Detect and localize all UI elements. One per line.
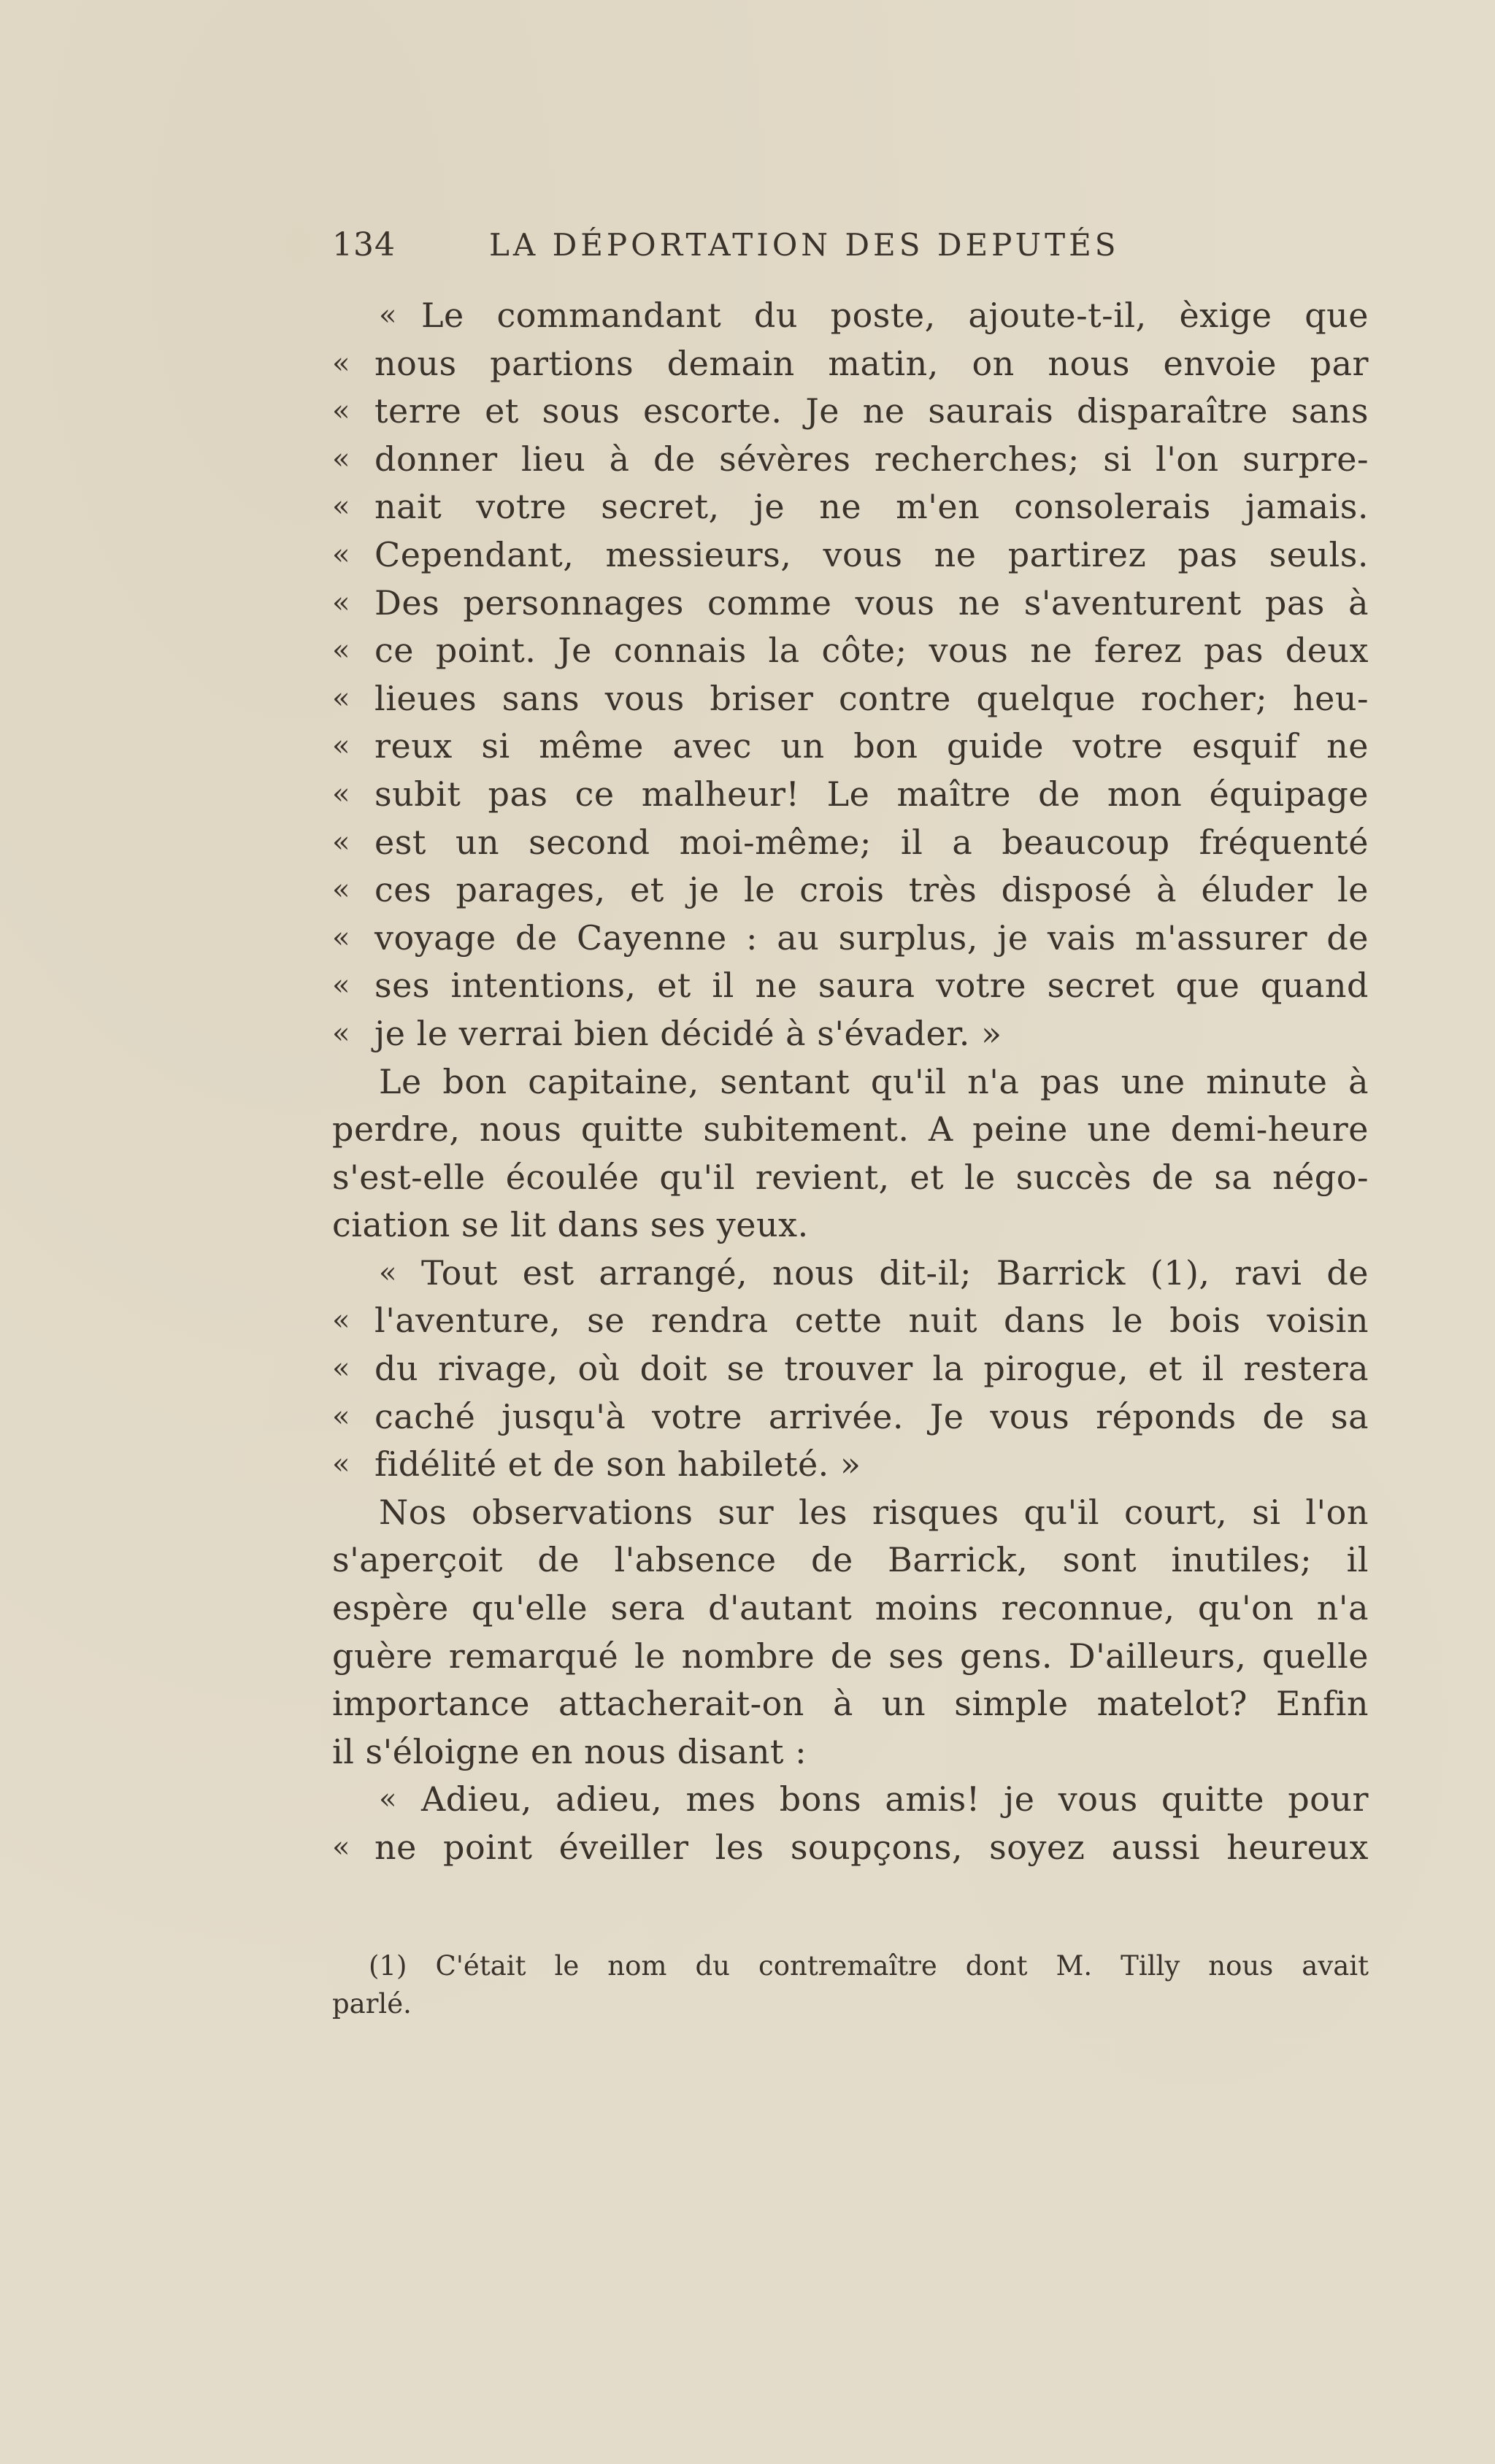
guillemet-mark: « (332, 825, 350, 859)
text-line (332, 531, 1369, 580)
guillemet-mark: « (332, 1304, 350, 1338)
line-text: du rivage, où doit se trouver la pirogue, et il restera (374, 1349, 1369, 1389)
line-text: il s'éloigne en nous disant : (332, 1731, 807, 1771)
text-line (332, 580, 1369, 628)
guillemet-mark: « (332, 585, 350, 620)
line-text: Le commandant du poste, ajoute-t-il, èxige que (421, 296, 1369, 335)
line-text: Des personnages comme vous ne s'aventurent pas à (374, 582, 1369, 623)
line-text: voyage de Cayenne : au surplus, je vais m'assurer de (374, 917, 1369, 958)
line-text: donner lieu à de sévères recherches; si l'on surpre- (374, 439, 1369, 479)
guillemet-mark: « (332, 394, 350, 428)
guillemet-mark: « (332, 537, 350, 571)
guillemet-mark: « (332, 1016, 350, 1050)
line-text: s'aperçoit de l'absence de Barrick, sont inutiles; il (332, 1540, 1369, 1580)
line-text: reux si même avec un bon guide votre esquif ne (374, 726, 1369, 766)
line-text: fidélité et de son habileté. » (374, 1444, 861, 1485)
guillemet-mark: « (332, 442, 350, 476)
guillemet-mark: « (332, 1447, 350, 1482)
line-text: nait votre secret, je ne m'en consolerais jamais. (374, 487, 1369, 527)
line-text: caché jusqu'à votre arrivée. Je vous réponds de sa (374, 1396, 1369, 1436)
text-line (332, 1776, 1369, 1824)
line-text: importance attacherait-on à un simple matelot? Enfin (332, 1684, 1369, 1724)
guillemet-mark: « (332, 1352, 350, 1386)
line-text: je le verrai bien décidé à s'évader. » (374, 1013, 1002, 1053)
text-line (332, 1345, 1369, 1393)
line-text: terre et sous escorte. Je ne saurais disparaître sans (374, 391, 1369, 431)
guillemet-mark: « (332, 777, 350, 811)
text-line (332, 1297, 1369, 1345)
running-head (332, 226, 1369, 285)
guillemet-mark: « (332, 681, 350, 715)
line-text: subit pas ce malheur! Le maître de mon équipage (374, 774, 1369, 814)
text-line (332, 1058, 1369, 1106)
guillemet-mark: « (332, 1830, 350, 1864)
text-line (332, 436, 1369, 484)
text-line (332, 483, 1369, 531)
guillemet-mark: « (332, 873, 350, 907)
guillemet-mark: « (332, 920, 350, 955)
line-text: Cependant, messieurs, vous ne partirez pas seuls. (374, 534, 1369, 574)
text-line (332, 866, 1369, 915)
footnote-line: (1) C'était le nom du contremaître dont M. Tilly nous avait (369, 1950, 1369, 1982)
line-text: Adieu, adieu, mes bons amis! je vous quitte pour (421, 1779, 1369, 1820)
text-line (332, 1728, 1369, 1776)
text-line (332, 1680, 1369, 1728)
guillemet-mark: « (379, 1255, 397, 1290)
guillemet-mark: « (332, 969, 350, 1003)
line-text: s'est-elle écoulée qu'il revient, et le succès de sa négo- (332, 1157, 1369, 1197)
line-text: espère qu'elle sera d'autant moins reconnue, qu'on n'a (332, 1588, 1369, 1628)
text-line (332, 723, 1369, 771)
text-line (332, 1393, 1369, 1441)
line-text: Nos observations sur les risques qu'il court, si l'on (379, 1492, 1369, 1532)
text-line (332, 1824, 1369, 1872)
footnote (332, 1947, 1369, 2023)
line-text: lieues sans vous briser contre quelque rocher; heu- (374, 678, 1369, 718)
footnote-line: parlé. (332, 1988, 412, 2020)
line-text: ce point. Je connais la côte; vous ne ferez pas deux (374, 631, 1369, 671)
book-page (332, 226, 1369, 1872)
text-line (332, 340, 1369, 388)
text-line (332, 771, 1369, 819)
text-line (332, 627, 1369, 675)
page-number: 134 (332, 226, 396, 263)
line-text: nous partions demain matin, on nous envoie par (374, 343, 1369, 383)
line-text: ces parages, et je le crois très disposé à éluder le (374, 870, 1369, 910)
line-text: Le bon capitaine, sentant qu'il n'a pas une minute à (379, 1061, 1369, 1101)
text-line (332, 675, 1369, 723)
text-line (332, 915, 1369, 963)
line-text: est un second moi-même; il a beaucoup fréquenté (374, 822, 1369, 862)
text-line (332, 292, 1369, 340)
text-line (332, 1441, 1369, 1489)
text-line (332, 1201, 1369, 1250)
guillemet-mark: « (332, 634, 350, 668)
guillemet-mark: « (332, 346, 350, 380)
line-text: ciation se lit dans ses yeux. (332, 1205, 809, 1245)
guillemet-mark: « (332, 490, 350, 524)
guillemet-mark: « (379, 1782, 397, 1817)
text-line (332, 1010, 1369, 1058)
running-title: LA DÉPORTATION DES DEPUTÉS (489, 227, 1120, 263)
guillemet-mark: « (332, 729, 350, 763)
line-text: ne point éveiller les soupçons, soyez aussi heureux (374, 1828, 1369, 1867)
guillemet-mark: « (332, 1399, 350, 1433)
line-text: guère remarqué le nombre de ses gens. D'ailleurs, quelle (332, 1636, 1369, 1676)
body-text (332, 292, 1369, 1872)
text-line (332, 1489, 1369, 1537)
text-line (332, 819, 1369, 867)
text-line (332, 1536, 1369, 1585)
line-text: l'aventure, se rendra cette nuit dans le bois voisin (374, 1301, 1369, 1341)
text-line (332, 1106, 1369, 1154)
text-line (332, 388, 1369, 436)
text-line (332, 1250, 1369, 1298)
line-text: Tout est arrangé, nous dit-il; Barrick (1), ravi de (421, 1252, 1369, 1293)
text-line (332, 962, 1369, 1010)
text-line (332, 1154, 1369, 1202)
guillemet-mark: « (379, 299, 397, 332)
line-text: perdre, nous quitte subitement. A peine une demi-heure (332, 1109, 1369, 1150)
line-text: ses intentions, et il ne saura votre secret que quand (374, 966, 1369, 1006)
text-line (332, 1585, 1369, 1633)
text-line (332, 1633, 1369, 1681)
